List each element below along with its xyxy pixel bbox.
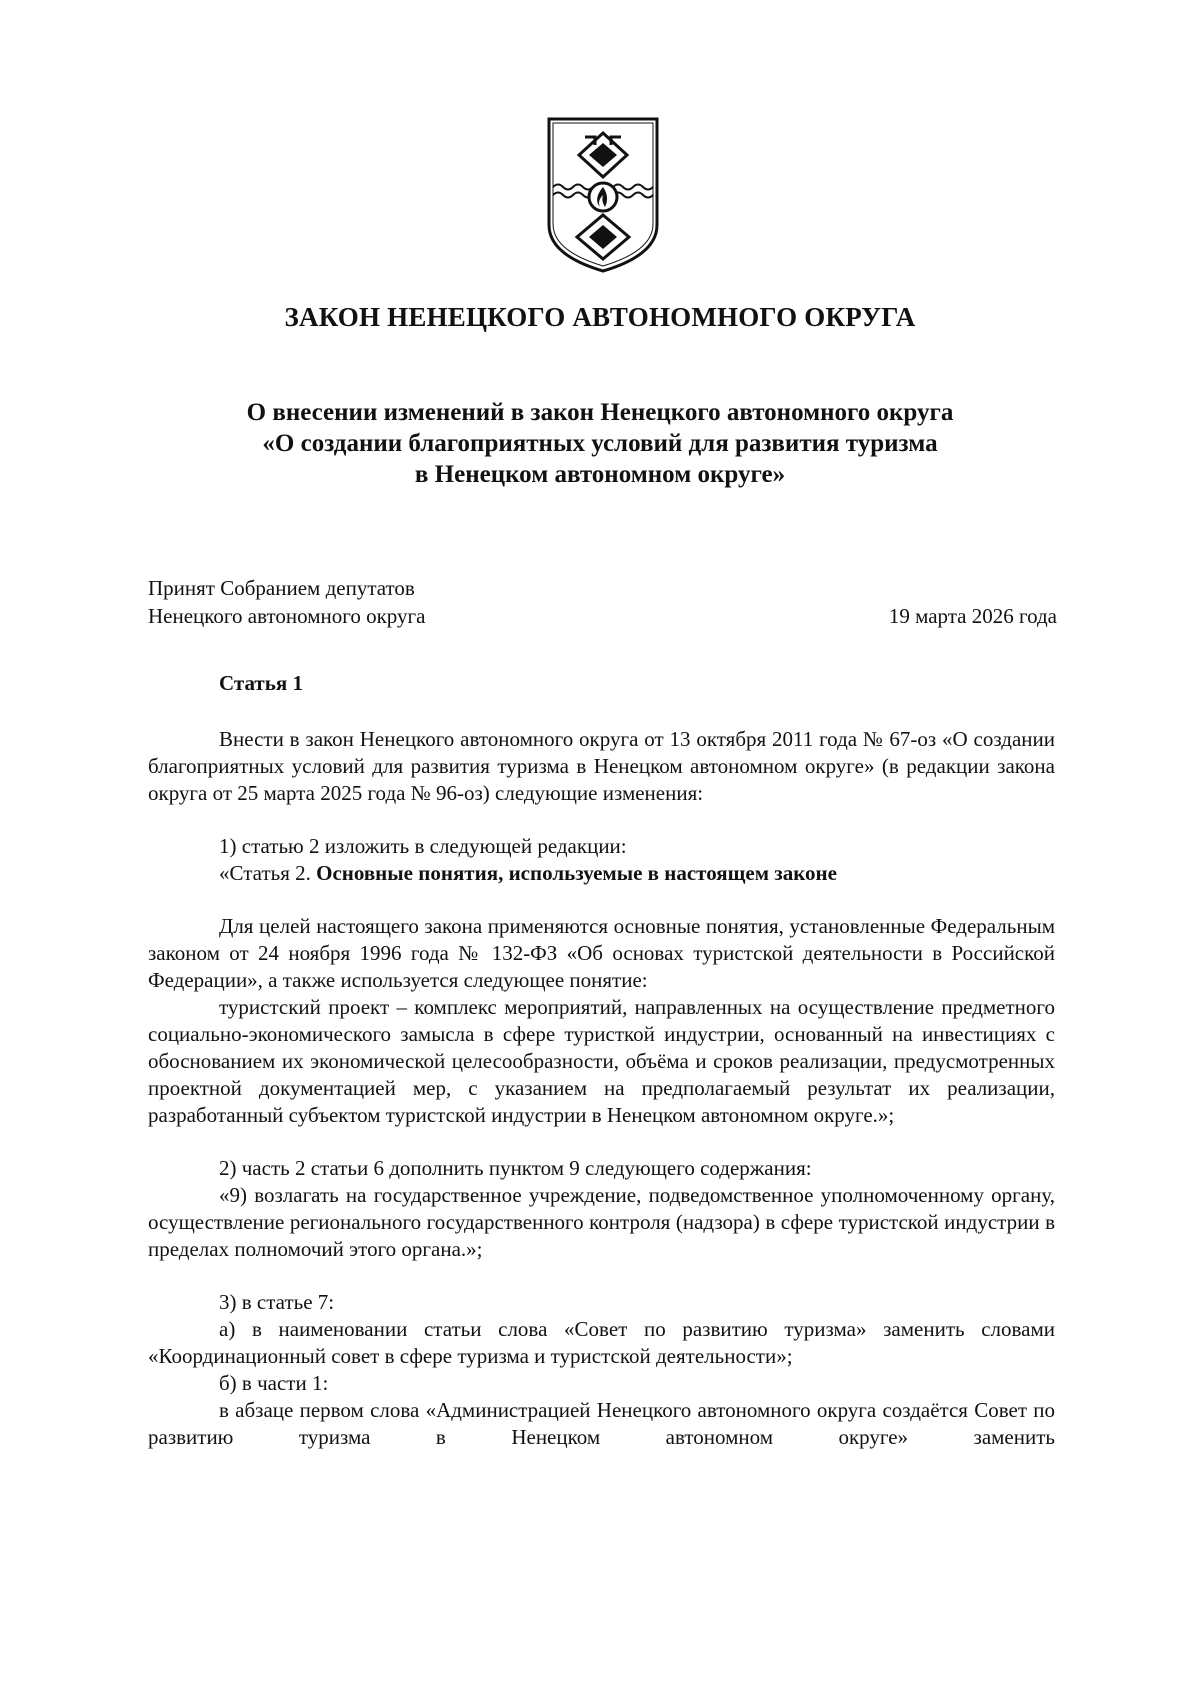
adoption-line: Ненецкого автономного округа	[148, 604, 426, 628]
article-heading: Статья 1	[219, 671, 303, 695]
adoption-info	[148, 574, 425, 630]
amended-article-title	[148, 860, 1055, 887]
coat-of-arms-emblem	[543, 115, 663, 275]
definitions-intro: Для целей настоящего закона применяются основные понятия, установленные Федеральным законом от 24 ноября 1996 года № 132-ФЗ «Об основах туристской деятельности в Российской Федерации», а также используется следующее понятие:	[148, 914, 1055, 992]
amendment-item-2: 2) часть 2 статьи 6 дополнить пунктом 9 следующего содержания:	[219, 1156, 812, 1180]
amendment-item-3a: а) в наименовании статьи слова «Совет по развитию туризма» заменить словами «Координационный совет в сфере туризма и туристской деятельности»;	[148, 1317, 1055, 1368]
adoption-line: Принят Собранием депутатов	[148, 576, 415, 600]
subtitle-line: в Ненецком автономном округе»	[414, 461, 786, 488]
subtitle-line: О внесении изменений в закон Ненецкого автономного округа	[246, 399, 954, 426]
amendment-item-3b: б) в части 1:	[219, 1371, 329, 1395]
article-body	[148, 726, 1055, 1451]
amendment-item-1: 1) статью 2 изложить в следующей редакции:	[219, 834, 627, 858]
law-title: ЗАКОН НЕНЕЦКОГО АВТОНОМНОГО ОКРУГА	[284, 302, 916, 332]
article-title-prefix: «Статья 2.	[219, 861, 317, 885]
adoption-date: 19 марта 2026 года	[888, 604, 1057, 628]
law-subtitle	[0, 397, 1200, 490]
subtitle-line: «О создании благоприятных условий для развития туризма	[262, 430, 938, 457]
amendment-item-3b-text: в абзаце первом слова «Администрацией Ненецкого автономного округа создаётся Совет по развитию туризма в Ненецком автономном округе» заменить	[148, 1398, 1055, 1449]
article-intro: Внести в закон Ненецкого автономного округа от 13 октября 2011 года № 67-оз «О создании благоприятных условий для развития туризма в Ненецком автономном округе» (в редакции закона округа от 25 марта 2025 года № 96-оз) следующие изменения:	[148, 727, 1055, 805]
definition-paragraph: туристский проект – комплекс мероприятий, направленных на осуществление предметного социально-экономического замысла в сфере туристкой индустрии, основанный на инвестициях с обоснованием их экономической целесообразности, объёма и сроков реализации, предусмотренных проектной документацией мер, с указанием на предполагаемый результат их реализации, разработанный субъектом туристской индустрии в Ненецком автономном округе.»;	[148, 995, 1055, 1127]
amendment-item-2-text: «9) возлагать на государственное учреждение, подведомственное уполномоченному органу, осуществление регионального государственного контроля (надзора) в сфере туристской индустрии в пределах полномочий этого органа.»;	[148, 1183, 1055, 1261]
amendment-item-3: 3) в статье 7:	[219, 1290, 335, 1314]
article-title-text: Основные понятия, используемые в настоящем законе	[316, 861, 837, 885]
